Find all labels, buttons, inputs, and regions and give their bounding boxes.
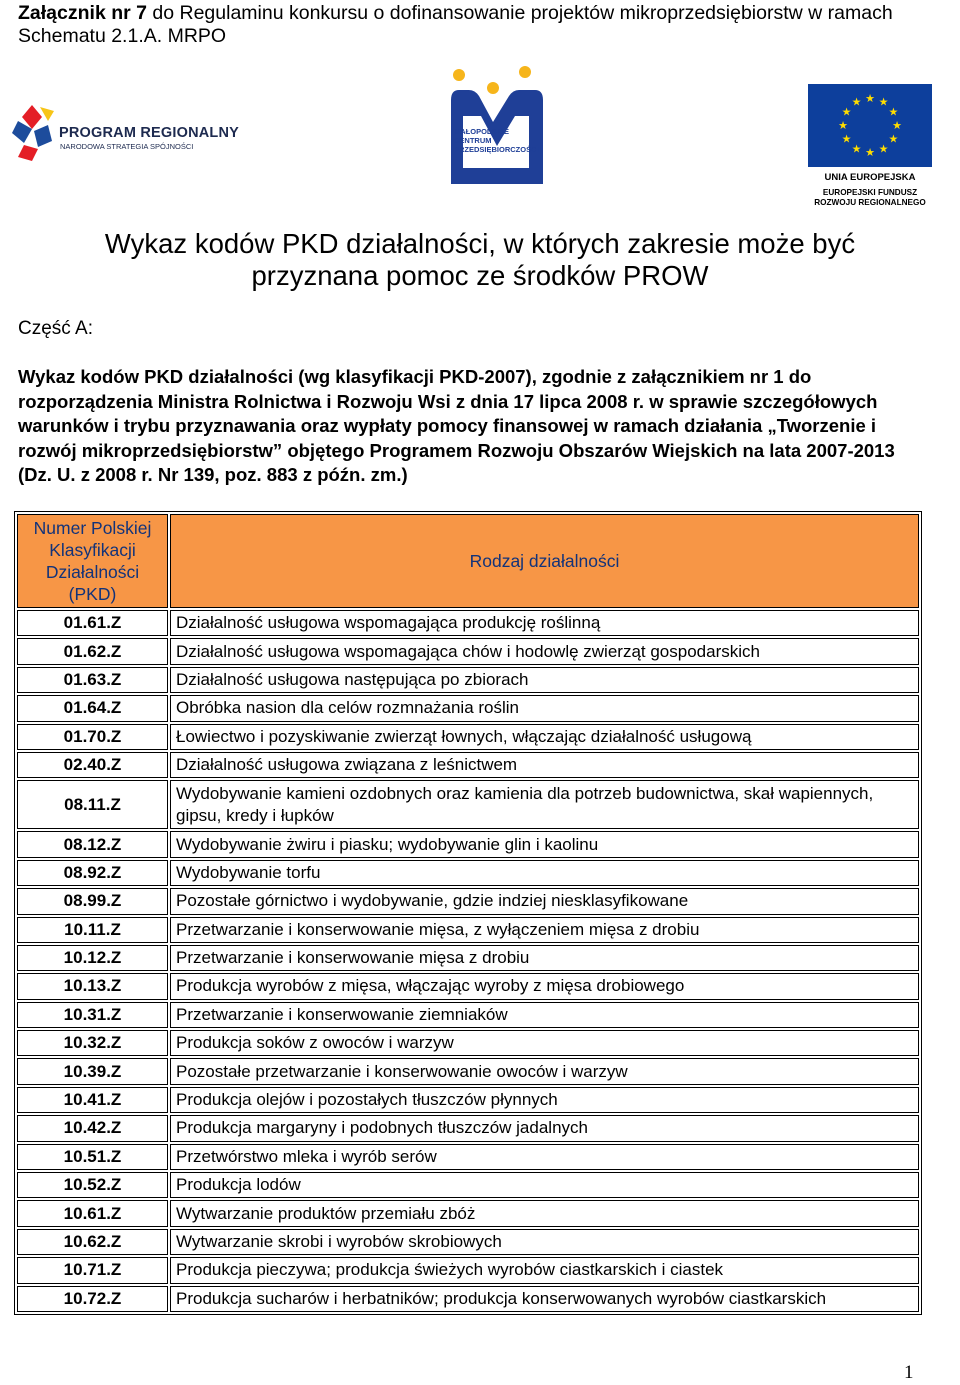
header-activity: Rodzaj działalności <box>170 514 919 608</box>
activity-cell: Produkcja pieczywa; produkcja świeżych wyrobów ciastkarskich i ciastek <box>170 1257 919 1283</box>
table-header-row <box>17 514 919 608</box>
activity-cell: Przetwarzanie i konserwowanie mięsa z drobiu <box>170 945 919 971</box>
eu-star-icon: ★ <box>888 133 899 146</box>
program-regionalny-logo <box>12 103 240 163</box>
eu-logo-line1: UNIA EUROPEJSKA <box>824 172 916 183</box>
document-title <box>60 228 900 292</box>
eu-star-icon: ★ <box>865 93 875 105</box>
table-row <box>17 1286 919 1312</box>
pkd-table-body <box>17 610 919 1312</box>
pkd-code-cell: 10.41.Z <box>17 1087 168 1113</box>
table-row <box>17 1144 919 1170</box>
pkd-code-cell: 08.92.Z <box>17 860 168 886</box>
table-row <box>17 1058 919 1084</box>
activity-cell: Obróbka nasion dla celów rozmnażania roślin <box>170 695 919 721</box>
activity-cell: Działalność usługowa wspomagająca produkcję roślinną <box>170 610 919 636</box>
activity-cell: Pozostałe przetwarzanie i konserwowanie owoców i warzyw <box>170 1058 919 1084</box>
part-label: Część A: <box>18 318 93 339</box>
table-row <box>17 724 919 750</box>
page-number: 1 <box>904 1362 914 1383</box>
activity-cell: Wytwarzanie produktów przemiału zbóż <box>170 1200 919 1226</box>
pkd-code-cell: 02.40.Z <box>17 752 168 778</box>
eu-star-icon: ★ <box>841 106 852 119</box>
pkd-code-cell: 10.42.Z <box>17 1115 168 1141</box>
table-row <box>17 695 919 721</box>
program-regionalny-subtitle: NARODOWA STRATEGIA SPÓJNOŚCI <box>60 142 194 151</box>
pkd-code-cell: 10.72.Z <box>17 1286 168 1312</box>
attachment-number: Załącznik nr 7 <box>18 2 147 24</box>
table-row <box>17 973 919 999</box>
activity-cell: Przetwórstwo mleka i wyrób serów <box>170 1144 919 1170</box>
pkd-code-cell: 08.12.Z <box>17 831 168 857</box>
pkd-code-cell: 10.11.Z <box>17 917 168 943</box>
eu-star-icon: ★ <box>888 106 899 119</box>
eu-star-icon: ★ <box>841 133 852 146</box>
table-row <box>17 1115 919 1141</box>
pkd-code-cell: 08.99.Z <box>17 888 168 914</box>
table-row <box>17 888 919 914</box>
table-row <box>17 610 919 636</box>
pkd-code-cell: 08.11.Z <box>17 780 168 829</box>
activity-cell: Łowiectwo i pozyskiwanie zwierząt łownych, włączając działalność usługową <box>170 724 919 750</box>
activity-cell: Wydobywanie torfu <box>170 860 919 886</box>
pkd-code-cell: 01.61.Z <box>17 610 168 636</box>
pkd-code-cell: 10.13.Z <box>17 973 168 999</box>
table-row <box>17 752 919 778</box>
table-row <box>17 1229 919 1255</box>
activity-cell: Produkcja margaryny i podobnych tłuszczów jadalnych <box>170 1115 919 1141</box>
document-title-line1: Wykaz kodów PKD działalności, w których zakresie może być <box>104 228 856 259</box>
table-row <box>17 1257 919 1283</box>
eu-logo <box>808 84 932 208</box>
pkd-code-cell: 10.71.Z <box>17 1257 168 1283</box>
table-row <box>17 1002 919 1028</box>
program-regionalny-emblem-icon <box>12 103 56 163</box>
table-row <box>17 860 919 886</box>
activity-cell: Działalność usługowa związana z leśnictwem <box>170 752 919 778</box>
attachment-header-text: do Regulaminu konkursu o dofinansowanie projektów mikroprzedsiębiorstw w ramach <box>146 2 893 24</box>
mcp-logo-text: MAŁOPOLSKIE CENTRUM PRZEDSIĘBIORCZOŚCI <box>454 127 539 154</box>
eu-star-icon: ★ <box>878 143 889 156</box>
program-regionalny-title: PROGRAM REGIONALNY <box>59 125 240 141</box>
pkd-code-cell: 10.32.Z <box>17 1030 168 1056</box>
table-row <box>17 667 919 693</box>
pkd-code-cell: 01.62.Z <box>17 638 168 664</box>
activity-cell: Działalność usługowa następująca po zbiorach <box>170 667 919 693</box>
activity-cell: Produkcja sucharów i herbatników; produkcja konserwowanych wyrobów ciastkarskich <box>170 1286 919 1312</box>
table-row <box>17 1087 919 1113</box>
pkd-table <box>14 511 922 1315</box>
activity-cell: Wytwarzanie skrobi i wyrobów skrobiowych <box>170 1229 919 1255</box>
document-title-line2: przyznana pomoc ze środków PROW <box>251 260 709 291</box>
attachment-header-line2: Schematu 2.1.A. MRPO <box>18 25 227 47</box>
pkd-code-cell: 10.31.Z <box>17 1002 168 1028</box>
intro-paragraph <box>18 365 923 488</box>
pkd-code-cell: 10.12.Z <box>17 945 168 971</box>
activity-cell: Działalność usługowa wspomagająca chów i hodowlę zwierząt gospodarskich <box>170 638 919 664</box>
table-row <box>17 917 919 943</box>
eu-logo-lines: EUROPEJSKI FUNDUSZ ROZWOJU REGIONALNEGO <box>814 188 926 207</box>
pkd-code-cell: 10.62.Z <box>17 1229 168 1255</box>
eu-star-icon: ★ <box>878 96 889 109</box>
activity-cell: Przetwarzanie i konserwowanie ziemniaków <box>170 1002 919 1028</box>
table-row <box>17 1172 919 1198</box>
eu-stars-icon <box>808 84 932 167</box>
table-row <box>17 1200 919 1226</box>
activity-cell: Wydobywanie kamieni ozdobnych oraz kamienia dla potrzeb budownictwa, skał wapiennych, gipsu, kredy i łupków <box>170 780 919 829</box>
pkd-code-cell: 10.52.Z <box>17 1172 168 1198</box>
table-row <box>17 945 919 971</box>
activity-cell: Produkcja lodów <box>170 1172 919 1198</box>
activity-cell: Produkcja olejów i pozostałych tłuszczów płynnych <box>170 1087 919 1113</box>
table-row <box>17 831 919 857</box>
pkd-code-cell: 10.51.Z <box>17 1144 168 1170</box>
activity-cell: Produkcja soków z owoców i warzyw <box>170 1030 919 1056</box>
pkd-code-cell: 01.63.Z <box>17 667 168 693</box>
activity-cell: Wydobywanie żwiru i piasku; wydobywanie glin i kaolinu <box>170 831 919 857</box>
intro-bold-part: Wykaz kodów PKD działalności (wg klasyfikacji PKD-2007), zgodnie z załącznikiem nr 1 do rozporządzenia Ministra Rolnictwa i Rozwoju Wsi z dnia 17 lipca 2008 r. <box>18 366 812 412</box>
eu-star-icon: ★ <box>851 143 862 156</box>
eu-star-icon: ★ <box>892 120 902 132</box>
intro-normal-part: w sprawie szczegółowych warunków i trybu przyznawania oraz wypłaty pomocy finansowej w ramach działania „Tworzenie i rozwój mikroprzedsiębiorstw” objętego Programem Rozwoju Obszarów Wiejskich na lata 2007-2013 (Dz. U. z 2008 r. Nr 139, poz. 883 z późn. zm.) <box>18 390 895 485</box>
activity-cell: Pozostałe górnictwo i wydobywanie, gdzie indziej niesklasyfikowane <box>170 888 919 914</box>
eu-star-icon: ★ <box>851 96 862 109</box>
activity-cell: Przetwarzanie i konserwowanie mięsa, z wyłączeniem mięsa z drobiu <box>170 917 919 943</box>
attachment-header <box>18 2 948 48</box>
table-row <box>17 780 919 829</box>
activity-cell: Produkcja wyrobów z mięsa, włączając wyroby z mięsa drobiowego <box>170 973 919 999</box>
pkd-code-cell: 01.64.Z <box>17 695 168 721</box>
pkd-code-cell: 10.61.Z <box>17 1200 168 1226</box>
eu-star-icon: ★ <box>838 120 848 132</box>
table-row <box>17 638 919 664</box>
eu-star-icon: ★ <box>865 147 875 159</box>
mcp-logo <box>443 66 555 190</box>
eu-flag <box>808 84 932 167</box>
pkd-code-cell: 01.70.Z <box>17 724 168 750</box>
header-code: Numer Polskiej Klasyfikacji Działalności (PKD) <box>17 514 168 608</box>
table-row <box>17 1030 919 1056</box>
pkd-code-cell: 10.39.Z <box>17 1058 168 1084</box>
